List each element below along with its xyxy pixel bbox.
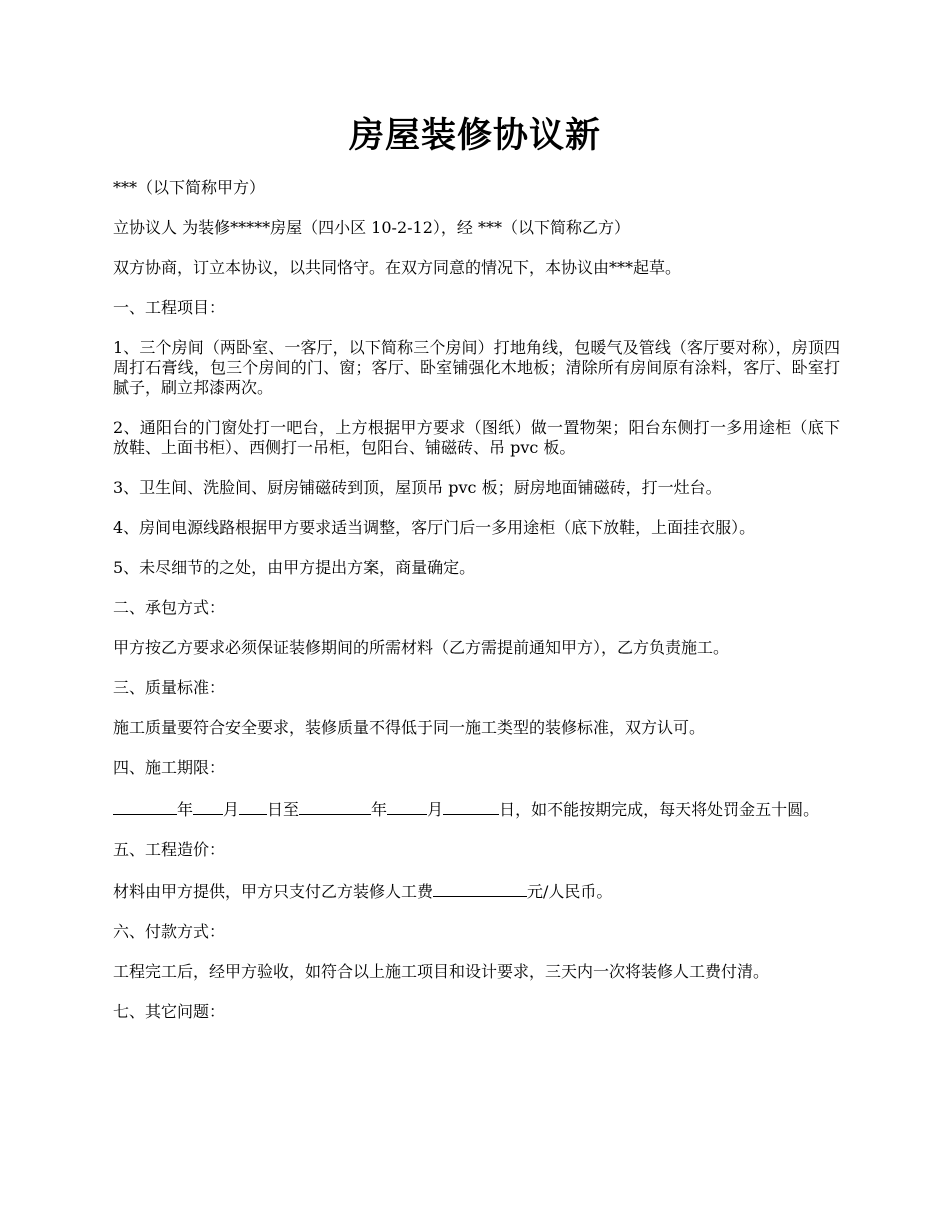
month-label-1: 月 [223, 800, 240, 819]
document-title: 房屋装修协议新 [348, 115, 601, 156]
cost-text-after: 元/人民币。 [527, 882, 613, 901]
party-a-line: ***（以下简称甲方） [113, 178, 266, 197]
construction-period-text [113, 798, 840, 820]
quality-standard-text: 施工质量要符合安全要求，装修质量不得低于同一施工类型的装修标准，双方认可。 [113, 718, 706, 737]
project-cost-text [113, 880, 840, 902]
day-to-label: 日至 [267, 800, 300, 819]
project-item-3: 3、卫生间、洗脸间、厨房铺磁砖到顶，屋顶吊 pvc 板；厨房地面铺磁砖，打一灶台。 [113, 478, 722, 497]
year-label-2: 年 [371, 800, 388, 819]
payment-method-text: 工程完工后，经甲方验收，如符合以上施工项目和设计要求，三天内一次将装修人工费付清。 [113, 962, 770, 981]
section-heading-cost: 五、工程造价： [113, 840, 226, 859]
end-month-blank [387, 798, 427, 815]
section-heading-contract: 二、承包方式： [113, 598, 226, 617]
project-item-2: 2、通阳台的门窗处打一吧台，上方根据甲方要求（图纸）做一置物架；阳台东侧打一多用途柜（底下放鞋、上面书柜）、西侧打一吊柜，包阳台、铺磁砖、吊 pvc 板。 [113, 418, 840, 457]
document-body [113, 178, 840, 1042]
project-item-4: 4、房间电源线路根据甲方要求适当调整，客厅门后一多用途柜（底下放鞋，上面挂衣服）。 [113, 518, 756, 537]
year-label-1: 年 [177, 800, 194, 819]
period-penalty-text: 日，如不能按期完成，每天将处罚金五十圆。 [499, 800, 820, 819]
agreement-consensus: 双方协商，订立本协议，以共同恪守。在双方同意的情况下，本协议由***起草。 [113, 258, 682, 277]
section-heading-project: 一、工程项目： [113, 298, 226, 317]
section-heading-period: 四、施工期限： [113, 758, 226, 777]
contract-method-text: 甲方按乙方要求必须保证装修期间的所需材料（乙方需提前通知甲方），乙方负责施工。 [113, 638, 730, 657]
section-heading-other: 七、其它问题： [113, 1002, 226, 1021]
end-year-blank [299, 798, 371, 815]
start-year-blank [113, 798, 177, 815]
end-day-blank [443, 798, 499, 815]
project-item-5: 5、未尽细节的之处，由甲方提出方案，商量确定。 [113, 558, 476, 577]
start-month-blank [193, 798, 223, 815]
month-label-2: 月 [427, 800, 444, 819]
labor-fee-blank [433, 880, 527, 897]
project-item-1: 1、三个房间（两卧室、一客厅，以下简称三个房间）打地角线，包暖气及管线（客厅要对称），房顶四周打石膏线，包三个房间的门、窗；客厅、卧室铺强化木地板；清除所有房间原有涂料，客厅、卧室打腻子，刷立邦漆两次。 [113, 338, 840, 397]
section-heading-payment: 六、付款方式： [113, 922, 226, 941]
cost-text-before: 材料由甲方提供，甲方只支付乙方装修人工费 [113, 882, 434, 901]
agreement-intro: 立协议人 为装修*****房屋（四小区 10-2-12），经 ***（以下简称乙方） [113, 218, 630, 237]
section-heading-quality: 三、质量标准： [113, 678, 226, 697]
start-day-blank [239, 798, 267, 815]
